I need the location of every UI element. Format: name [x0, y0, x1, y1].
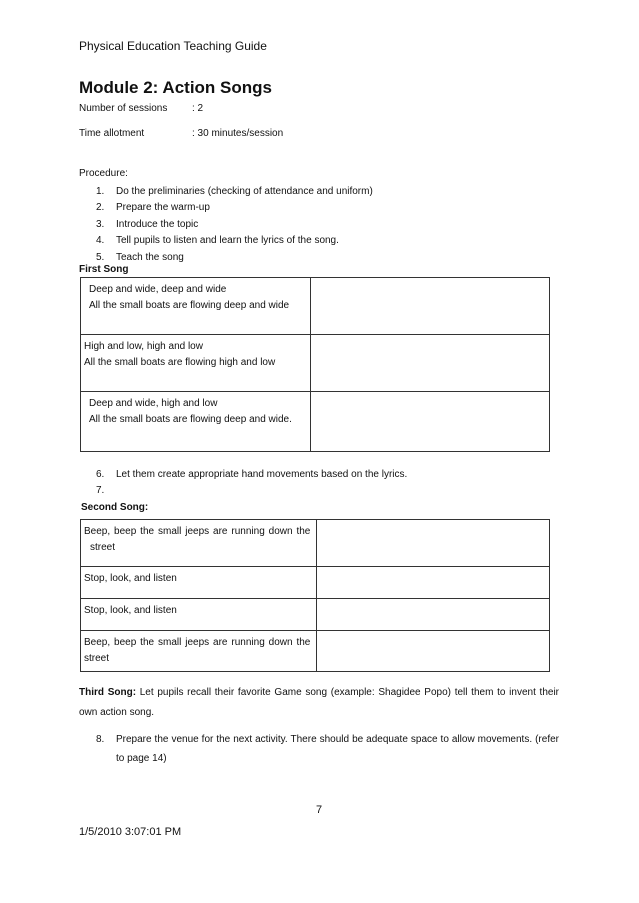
lyric-line: Stop, look, and listen: [84, 573, 177, 584]
lyric-line: All the small boats are flowing deep and wide.: [89, 414, 292, 425]
table-row: [81, 520, 550, 567]
table-row: [81, 335, 550, 392]
time-value: : 30 minutes/session: [192, 128, 284, 139]
second-song-table: [80, 519, 550, 672]
lyric-cell: [81, 392, 311, 452]
lyric-line: Beep, beep the small jeeps are running down the: [84, 526, 311, 537]
movement-cell: [317, 599, 550, 631]
list-item: [96, 250, 373, 266]
lyric-line: street: [84, 653, 110, 664]
time-label: Time allotment: [79, 128, 145, 139]
lyric-cell: [81, 631, 317, 672]
movement-cell: [311, 278, 550, 335]
step-number: 3.: [96, 218, 105, 230]
list-item: [96, 233, 373, 249]
lyric-line: All the small boats are flowing deep and wide: [89, 300, 290, 311]
sessions-value: : 2: [192, 103, 204, 114]
module-title: Module 2: Action Songs: [79, 78, 272, 97]
footer-timestamp: 1/5/2010 3:07:01 PM: [79, 826, 182, 838]
third-song-heading: Third Song:: [79, 687, 137, 698]
procedure-list: [96, 184, 373, 266]
movement-cell: [311, 335, 550, 392]
second-song-heading: Second Song:: [81, 502, 149, 513]
table-row: [81, 567, 550, 599]
lyric-line: street: [90, 542, 116, 553]
step-number: 2.: [96, 202, 105, 214]
list-item: [96, 483, 407, 499]
lyric-line: Stop, look, and listen: [84, 605, 177, 616]
sessions-label: Number of sessions: [79, 103, 168, 114]
first-song-table: [80, 277, 550, 452]
table-row: [81, 392, 550, 452]
step-8: [96, 730, 559, 768]
lyric-cell: [81, 335, 311, 392]
third-song-paragraph: [79, 683, 559, 723]
third-song-text: Let pupils recall their favorite Game song (example: Shagidee Popo) tell them to invent their own action song.: [79, 687, 559, 718]
movement-cell: [317, 631, 550, 672]
lyric-cell: [81, 278, 311, 335]
step-text: Teach the song: [116, 251, 184, 263]
lyric-cell: [81, 599, 317, 631]
step-number: 1.: [96, 186, 105, 197]
lyric-line: Deep and wide, high and low: [89, 398, 218, 409]
list-item: [96, 217, 373, 233]
lyric-cell: [81, 567, 317, 599]
movement-cell: [317, 567, 550, 599]
step-text: Introduce the topic: [116, 218, 199, 230]
step-number: 7.: [96, 485, 105, 496]
step-text: Do the preliminaries (checking of attendance and uniform): [116, 186, 373, 197]
first-song-heading: First Song: [79, 264, 129, 275]
table-row: [81, 278, 550, 335]
list-item: [96, 200, 373, 216]
list-item: [96, 467, 407, 483]
procedure-label: Procedure:: [79, 168, 128, 179]
step-number: 8.: [96, 734, 105, 745]
lyric-line: All the small boats are flowing high and low: [84, 357, 276, 368]
step-number: 5.: [96, 251, 105, 263]
lyric-line: Beep, beep the small jeeps are running down the: [84, 637, 311, 648]
step-number: 4.: [96, 235, 105, 247]
lyric-cell: [81, 520, 317, 567]
table-row: [81, 599, 550, 631]
movement-cell: [317, 520, 550, 567]
list-item: [96, 184, 373, 200]
procedure-list-continued: [96, 467, 407, 499]
step-number: 6.: [96, 469, 105, 480]
step-text: Let them create appropriate hand movements based on the lyrics.: [116, 469, 408, 480]
running-header: Physical Education Teaching Guide: [79, 39, 267, 53]
step-text: Tell pupils to listen and learn the lyrics of the song.: [116, 235, 339, 247]
movement-cell: [311, 392, 550, 452]
lyric-line: Deep and wide, deep and wide: [89, 284, 227, 295]
table-row: [81, 631, 550, 672]
step-text: Prepare the venue for the next activity. There should be adequate space to allow movements. (refer to page 14): [116, 734, 559, 764]
lyric-line: High and low, high and low: [84, 341, 203, 352]
step-text: Prepare the warm-up: [116, 202, 210, 214]
page-number: 7: [316, 804, 323, 816]
